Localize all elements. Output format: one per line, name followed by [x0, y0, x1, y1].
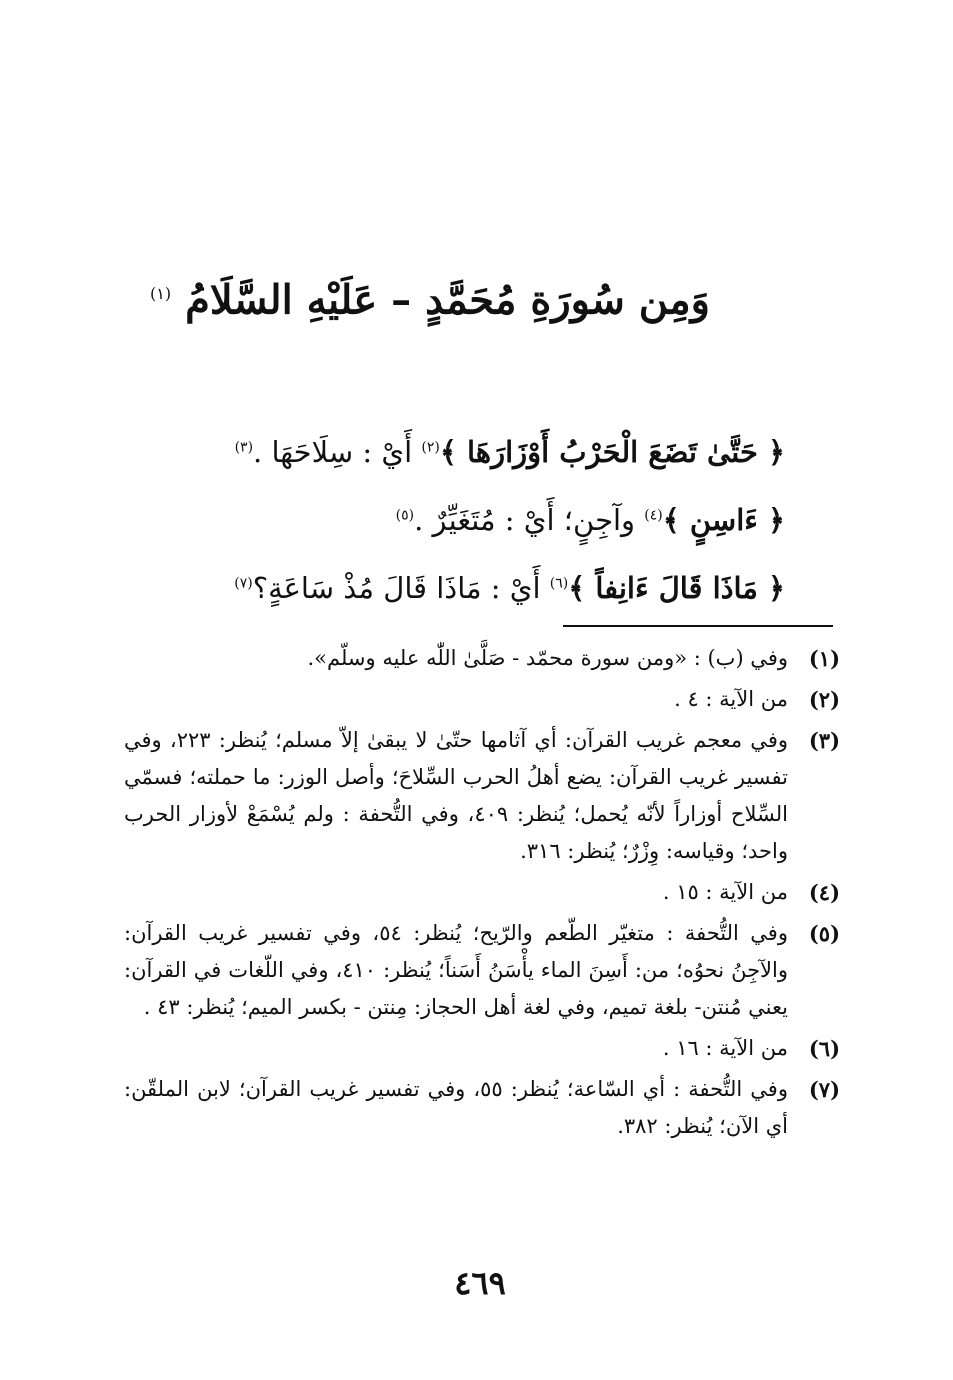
page-number: ٤٦٩ [454, 1264, 506, 1302]
footnote-number: (١) [808, 646, 840, 671]
verse-gloss: أَيْ : مَاذَا قَالَ مُذْ سَاعَةٍ؟ [252, 571, 550, 605]
footnote [124, 681, 840, 718]
footnote-number: (٢) [808, 687, 840, 712]
footnote [124, 640, 840, 677]
footnote-text: من الآية : ١٦ . [662, 1036, 788, 1060]
footnotes [124, 640, 840, 1149]
verse-line [150, 486, 785, 554]
heading-footnote-ref: (١) [150, 284, 172, 303]
verse-gloss: أَيْ : سِلَاحَهَا . [253, 435, 422, 469]
footnote-number: (٧) [808, 1077, 840, 1102]
verse-line [150, 418, 785, 486]
verse-quote: ﴿ مَاذَا قَالَ ءَانِفاً ﴾ [568, 571, 785, 605]
footnote-text: من الآية : ٤ . [674, 687, 788, 711]
footnote-number: (٣) [808, 728, 840, 753]
footnote-text: وفي (ب) : «ومن سورة محمّد - صَلَّىٰ اللّٰه عليه وسلّم». [307, 646, 788, 670]
footnote-ref: (٢) [421, 439, 440, 456]
footnote-ref: (٥) [395, 507, 415, 524]
footnote-separator [563, 625, 833, 627]
footnote-ref: (٧) [234, 575, 253, 592]
verse-glosses [150, 418, 785, 622]
footnote [124, 722, 840, 870]
surah-title: وَمِن سُورَةِ مُحَمَّدٍ – عَلَيْهِ السَّلَامُ [185, 276, 710, 324]
footnote-number: (٤) [808, 880, 840, 905]
verse-line [150, 554, 785, 622]
surah-heading [150, 262, 710, 332]
footnote-ref: (٤) [644, 507, 663, 524]
footnote-ref: (٦) [549, 575, 569, 592]
footnote-text: وفي التُّحفة : متغيّر الطّعم والرّيح؛ يُنظر: ٥٤، وفي تفسير غريب القرآن: والآجِنُ نحوُه؛ من: أَسِنَ الماء يأْسَنُ أَسَناً؛ يُنظر: ٤١٠، وفي اللّغات في القرآن: يعني مُنتن- بلغة تميم، وفي لغة أهل الحجاز: مِنتن - بكسر الميم؛ يُنظر: ٤٣ . [124, 921, 789, 1019]
footnote [124, 1030, 840, 1067]
footnote-text: من الآية : ١٥ . [662, 880, 788, 904]
footnote [124, 874, 840, 911]
footnote-number: (٦) [808, 1036, 840, 1061]
footnote-text: وفي التُّحفة : أي السّاعة؛ يُنظر: ٥٥، وفي تفسير غريب القرآن؛ لابن الملقّن: أي الآن؛ يُنظر: ٣٨٢. [124, 1077, 788, 1138]
verse-gloss: وآجِنٍ؛ أَيْ : مُتَغَيِّرٌ . [414, 503, 645, 537]
verse-quote: ﴿ ءَاسِنٍ ﴾ [662, 503, 785, 537]
verse-quote: ﴿ حَتَّىٰ تَضَعَ الْحَرْبُ أَوْزَارَهَا ﴾ [439, 435, 785, 469]
footnote-ref: (٣) [234, 439, 254, 456]
footnote [124, 1071, 840, 1145]
footnote-number: (٥) [808, 921, 840, 946]
footnote [124, 915, 840, 1026]
footnote-text: وفي معجم غريب القرآن: أي آثامها حتّىٰ لا يبقىٰ إلاّ مسلم؛ يُنظر: ٢٢٣، وفي تفسير غريب القرآن: يضع أهلُ الحرب السِّلاحَ؛ وأصل الوزر: ما حملته؛ فسمّي السِّلاح أوزاراً لأنّه يُحمل؛ يُنظر: ٤٠٩، وفي التُّحفة : ولم يُسْمَعْ لأوزار الحرب واحد؛ وقياسه: وِزْرٌ؛ يُنظر: ٣١٦. [124, 728, 788, 863]
